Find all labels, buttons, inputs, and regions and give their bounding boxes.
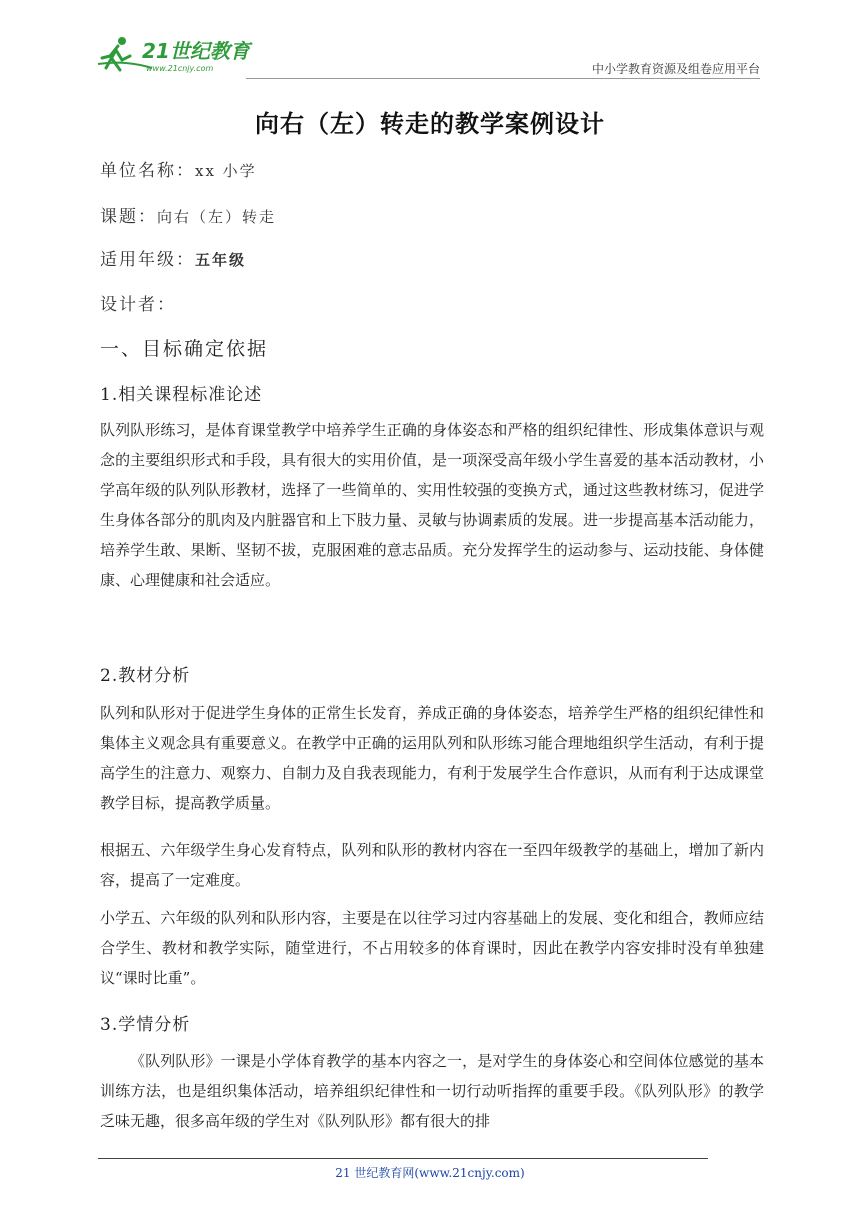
section-heading-1: 一、目标确定依据: [100, 338, 269, 360]
grade-value: 五年级: [195, 251, 247, 269]
subsection-heading-materials: 2.教材分析: [100, 666, 191, 686]
materials-paragraph-2: 根据五、六年级学生身心发育特点，队列和队形的教材内容在一至四年级教学的基础上，增加了新内容，提高了一定难度。: [100, 841, 764, 889]
footer-divider: [98, 1158, 708, 1159]
subsection-heading-standards: 1.相关课程标准论述: [100, 385, 263, 405]
designer-line: [100, 290, 176, 315]
unit-line: [100, 156, 257, 181]
grade-label: 适用年级：: [100, 250, 195, 270]
grade-line: [100, 245, 246, 270]
header-divider: [246, 78, 760, 79]
logo-text: 21世纪教育: [142, 39, 250, 63]
footer-text: 21 世纪教育网(www.21cnjy.com): [335, 1166, 525, 1180]
materials-paragraph-1: 队列和队形对于促进学生身体的正常生长发育，养成正确的身体姿态，培养学生严格的组织纪律性和集体主义观念具有重要意义。在教学中正确的运用队列和队形练习能合理地组织学生活动，有利于提高学生的注意力、观察力、自制力及自我表现能力，有利于发展学生合作意识，从而有利于达成课堂教学目标，提高教学质量。: [100, 704, 764, 812]
topic-label: 课题：: [100, 207, 157, 227]
page-header: [96, 30, 760, 80]
designer-label: 设计者：: [100, 295, 176, 315]
materials-paragraph-3: 小学五、六年级的队列和队形内容，主要是在以往学习过内容基础上的发展、变化和组合，教师应结合学生、教材和教学实际，随堂进行，不占用较多的体育课时，因此在教学内容安排时没有单独建议“课时比重”。: [100, 909, 764, 987]
standards-paragraph: 队列队形练习，是体育课堂教学中培养学生正确的身体姿态和严格的组织纪律性、形成集体意识与观念的主要组织形式和手段，具有很大的实用价值，是一项深受高年级小学生喜爱的基本活动教材，小学高年级的队列队形教材，选择了一些简单的、实用性较强的变换方式，通过这些教材练习，促进学生身体各部分的肌肉及内脏器官和上下肢力量、灵敏与协调素质的发展。进一步提高基本活动能力，培养学生敢、果断、坚韧不拔，克服困难的意志品质。充分发挥学生的运动参与、运动技能、身体健康、心理健康和社会适应。: [100, 421, 764, 589]
logo-url: www.21cnjy.com: [146, 64, 214, 73]
logo-21cnjy: [96, 34, 266, 74]
subsection-heading-learners: 3.学情分析: [100, 1015, 191, 1035]
learners-paragraph: 《队列队形》一课是小学体育教学的基本内容之一，是对学生的身体姿心和空间体位感觉的基本训练方法，也是组织集体活动，培养组织纪律性和一切行动听指挥的重要手段。《队列队形》的教学乏味无趣，很多高年级的学生对《队列队形》都有很大的排: [100, 1052, 764, 1130]
topic-value: 向右（左）转走: [157, 208, 277, 226]
platform-name: 中小学教育资源及组卷应用平台: [591, 62, 760, 76]
topic-line: [100, 202, 276, 227]
unit-label: 单位名称：: [100, 161, 195, 181]
unit-value: xx 小学: [195, 162, 257, 180]
document-title: 向右（左）转走的教学案例设计: [255, 110, 605, 138]
